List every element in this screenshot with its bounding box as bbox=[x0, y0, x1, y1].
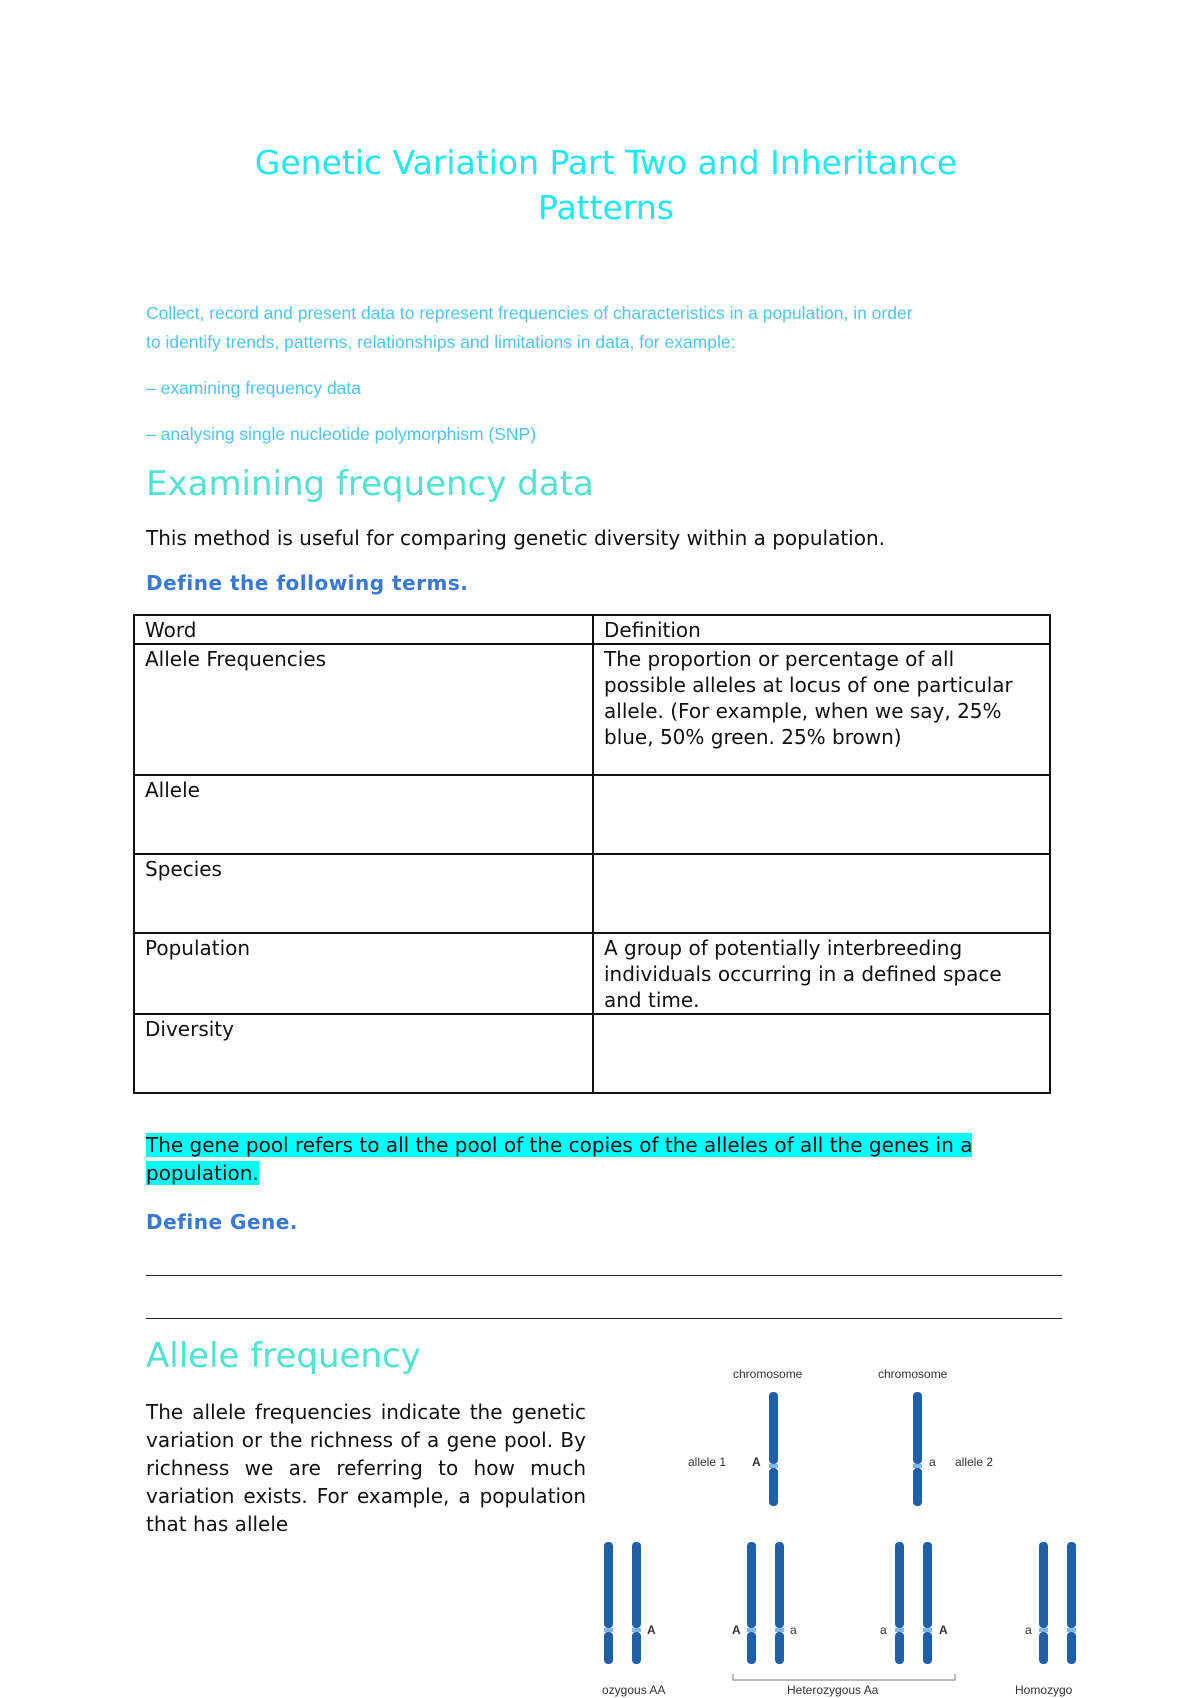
chromosome-pair-icon bbox=[604, 1542, 641, 1664]
table-row bbox=[134, 1014, 1050, 1093]
homozygous-aa-caption: Homozygo bbox=[1015, 1683, 1073, 1697]
allele-1-label: allele 1 bbox=[688, 1455, 727, 1469]
table-row bbox=[134, 644, 1050, 775]
table-cell-definition[interactable] bbox=[593, 1014, 1050, 1093]
outcome-text bbox=[146, 299, 1076, 357]
table-cell-word: Population bbox=[134, 933, 593, 1014]
table-header-definition: Definition bbox=[593, 615, 1050, 644]
table-row bbox=[134, 775, 1050, 854]
outcome-line-1: Collect, record and present data to represent frequencies of characteristics in a population, in order bbox=[146, 303, 913, 323]
table-row bbox=[134, 854, 1050, 933]
table-row bbox=[134, 933, 1050, 1014]
outcome-bullet-1: – examining frequency data bbox=[146, 378, 361, 398]
chromosome-pair-icon bbox=[747, 1542, 784, 1664]
chromosome-label-2: chromosome bbox=[878, 1367, 948, 1381]
chromosome-label-1: chromosome bbox=[733, 1367, 803, 1381]
outcome-line-2: to identify trends, patterns, relationships and limitations in data, for example: bbox=[146, 332, 736, 352]
outcome-bullet-2: – analysing single nucleotide polymorphism (SNP) bbox=[146, 424, 537, 444]
gene-pool-statement bbox=[146, 1131, 1056, 1187]
chromosome-icon bbox=[769, 1392, 778, 1506]
homozygous-AA-caption: ozygous AA bbox=[602, 1683, 666, 1697]
table-cell-definition[interactable]: The proportion or percentage of all possible alleles at locus of one particular allele. (For example, when we say, 25% blue, 50% green. 25% brown) bbox=[593, 644, 1050, 775]
table-cell-definition[interactable] bbox=[593, 854, 1050, 933]
heterozygous-caption: Heterozygous Aa bbox=[787, 1683, 879, 1697]
table-cell-word: Diversity bbox=[134, 1014, 593, 1093]
allele-2-label: allele 2 bbox=[955, 1455, 994, 1469]
define-gene-prompt: Define Gene. bbox=[146, 1210, 298, 1234]
pair-allele-label: a bbox=[1025, 1623, 1032, 1637]
define-terms-prompt: Define the following terms. bbox=[146, 571, 469, 595]
table-cell-definition[interactable] bbox=[593, 775, 1050, 854]
title-line-1: Genetic Variation Part Two and Inheritance bbox=[254, 143, 958, 182]
answer-line-1[interactable] bbox=[146, 1275, 1062, 1276]
table-header-row bbox=[134, 615, 1050, 644]
title-line-2: Patterns bbox=[538, 188, 674, 227]
pair-allele-label: A bbox=[939, 1623, 948, 1637]
allele-a-label: a bbox=[929, 1455, 936, 1469]
allele-frequency-paragraph: The allele frequencies indicate the genetic variation or the richness of a gene pool. By richness we are referring to how much variation exists. For example, a population that has allele bbox=[146, 1400, 586, 1536]
heterozygous-bracket bbox=[733, 1674, 955, 1680]
page-title bbox=[146, 140, 1066, 230]
chromosome-diagram bbox=[595, 1360, 1085, 1698]
table-header-word: Word bbox=[134, 615, 593, 644]
chromosome-pair-icon bbox=[895, 1542, 932, 1664]
allele-A-label: A bbox=[752, 1455, 761, 1469]
pair-allele-label: a bbox=[880, 1623, 887, 1637]
pair-allele-label: a bbox=[790, 1623, 797, 1637]
table-cell-word: Allele bbox=[134, 775, 593, 854]
pair-allele-label: A bbox=[732, 1623, 741, 1637]
section-heading-allele-frequency: Allele frequency bbox=[146, 1336, 421, 1376]
section-heading-frequency: Examining frequency data bbox=[146, 464, 594, 504]
table-cell-word: Allele Frequencies bbox=[134, 644, 593, 775]
section-intro: This method is useful for comparing genetic diversity within a population. bbox=[146, 526, 885, 550]
table-cell-word: Species bbox=[134, 854, 593, 933]
pair-allele-label: A bbox=[647, 1623, 656, 1637]
terms-table bbox=[133, 614, 1051, 1094]
answer-line-2[interactable] bbox=[146, 1318, 1062, 1319]
chromosome-pair-icon bbox=[1039, 1542, 1076, 1664]
gene-pool-highlight: The gene pool refers to all the pool of the copies of the alleles of all the genes in a population. bbox=[146, 1133, 973, 1185]
chromosome-icon bbox=[913, 1392, 922, 1506]
table-cell-definition[interactable]: A group of potentially interbreeding individuals occurring in a defined space and time. bbox=[593, 933, 1050, 1014]
